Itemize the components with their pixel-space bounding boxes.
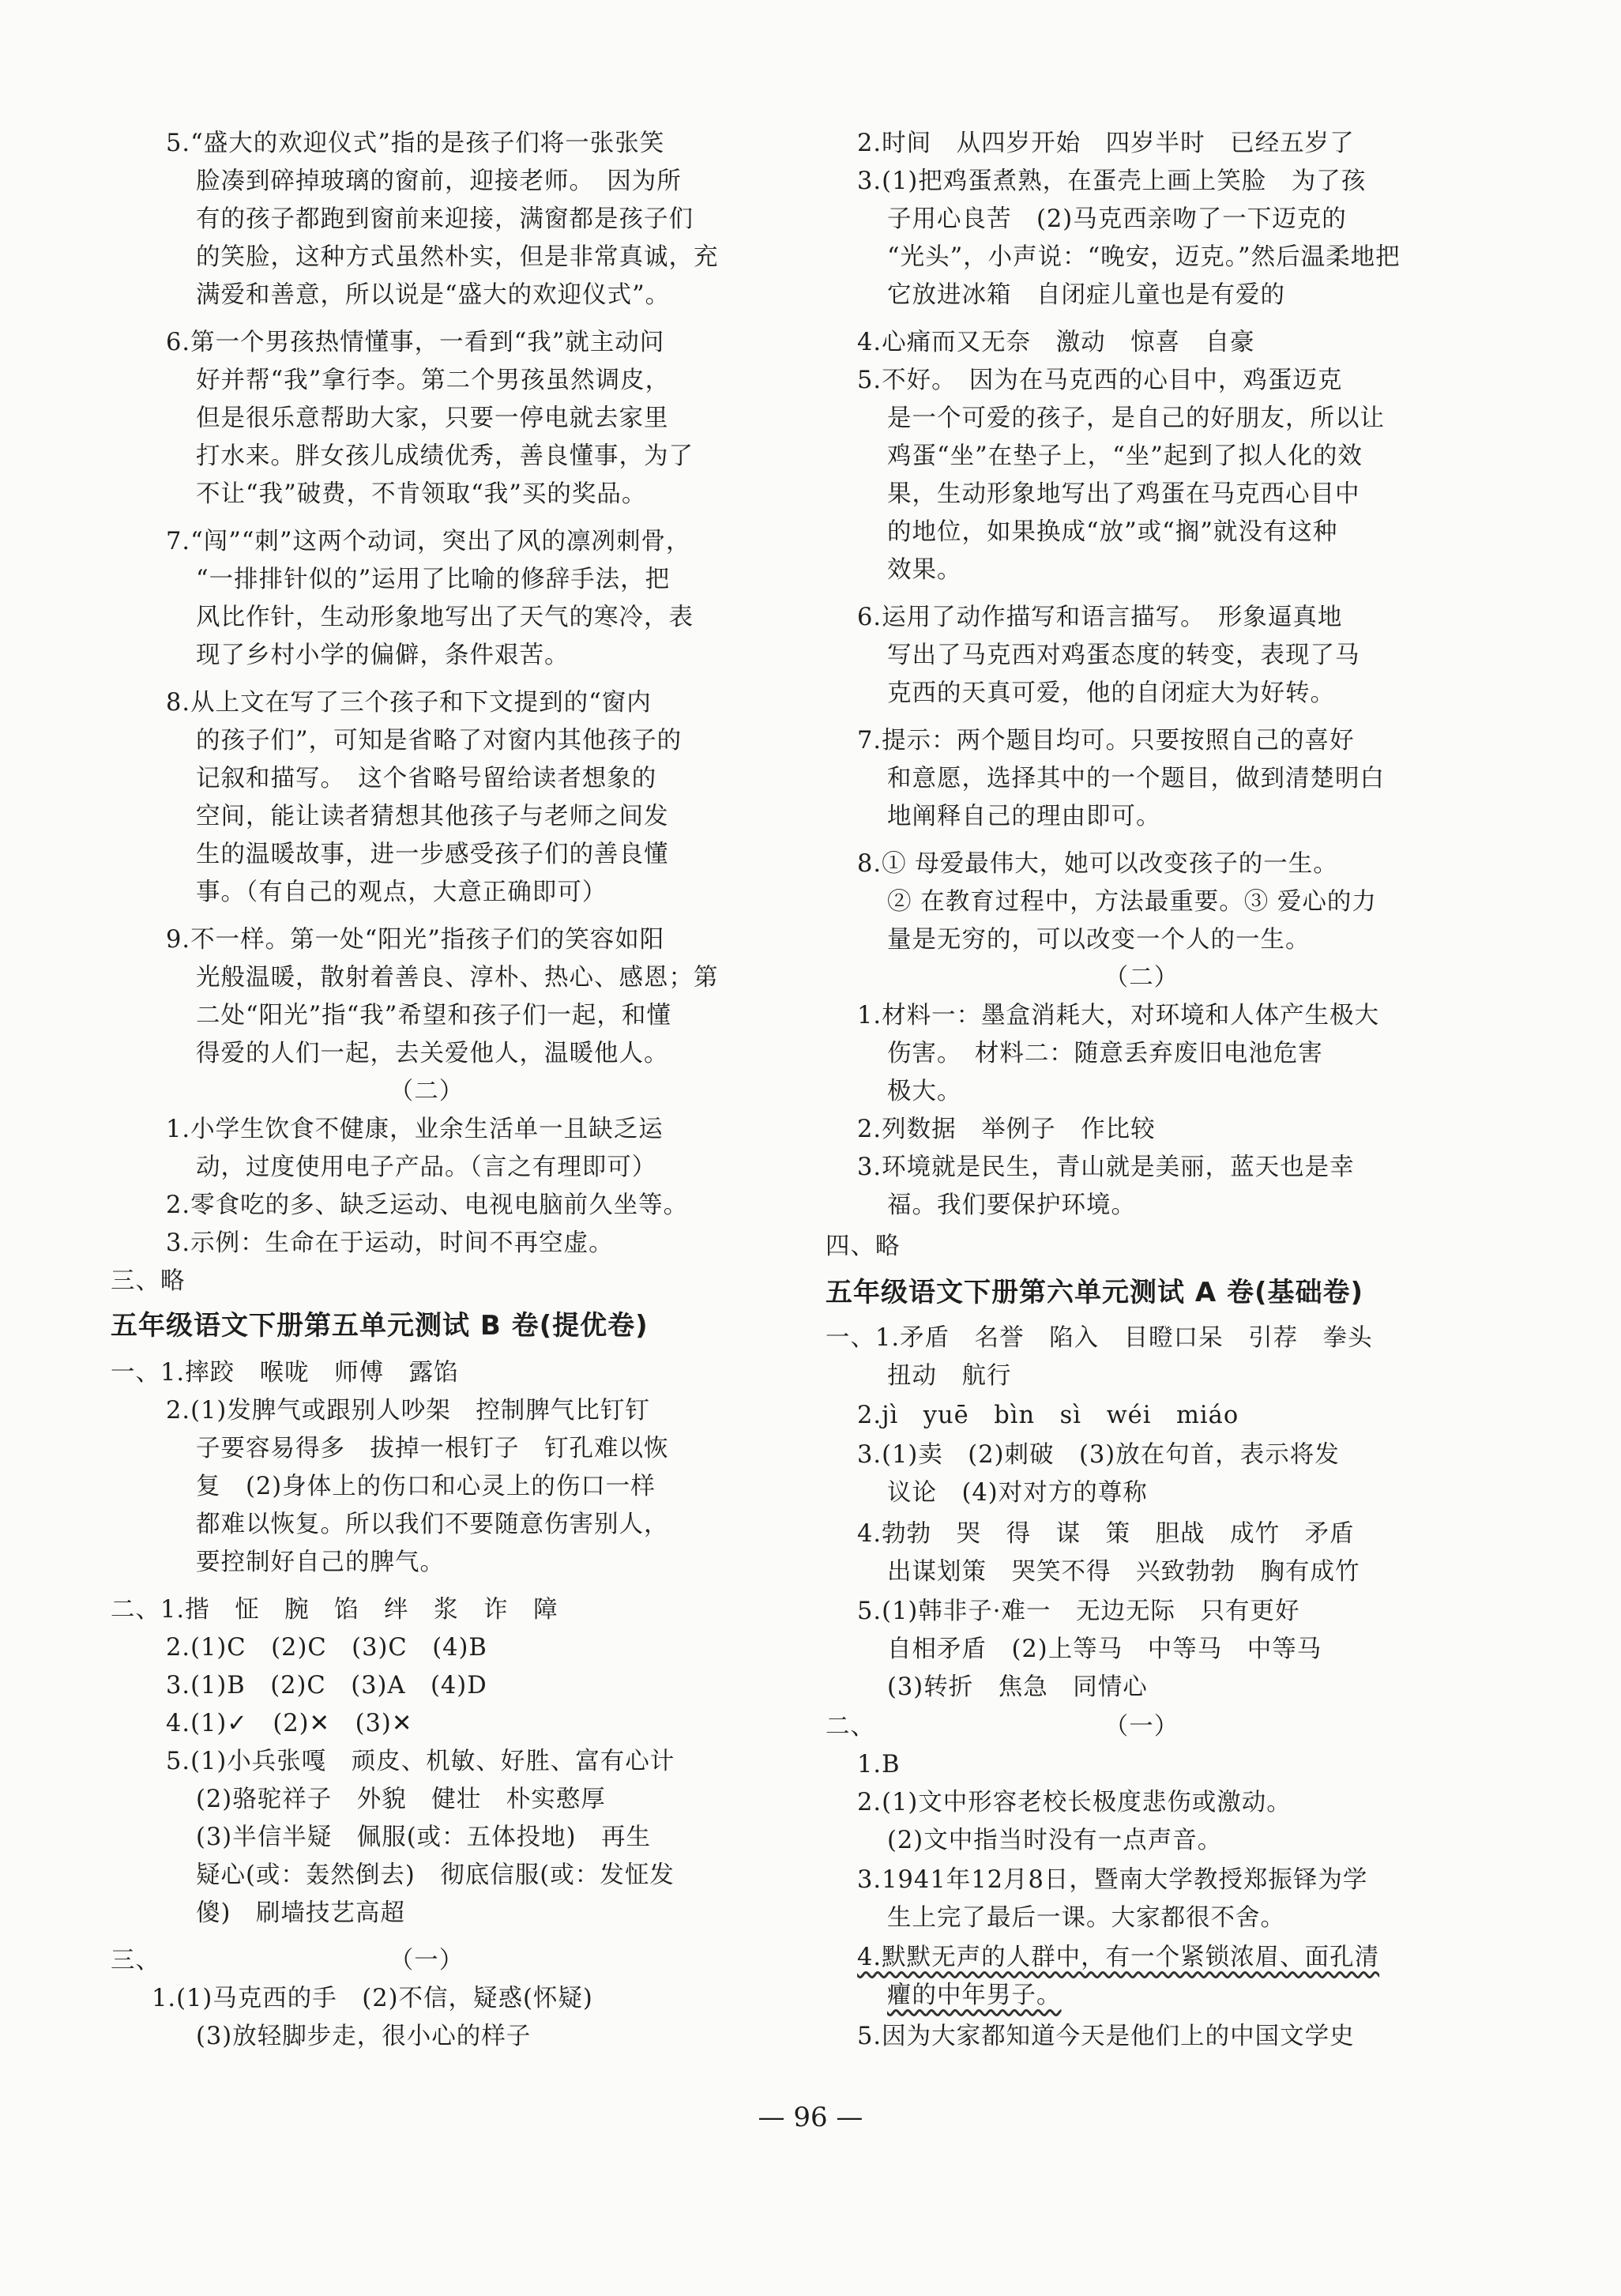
left-line: 事。（有自己的观点，大意正确即可） <box>196 879 607 906</box>
right-line: 的地位，如果换成“放”或“搁”就没有这种 <box>887 518 1338 546</box>
left-line: (2)骆驼祥子 外貌 健壮 朴实憨厚 <box>196 1786 606 1813</box>
left-line: 有的孩子都跑到窗前来迎接，满窗都是孩子们 <box>196 205 694 233</box>
right-line: 是一个可爱的孩子，是自己的好朋友，所以让 <box>887 405 1385 432</box>
section-heading: （一） <box>1104 1713 1179 1741</box>
right-line: 癯的中年男子。 <box>887 1982 1062 2009</box>
right-line: 鸡蛋“坐”在垫子上，“坐”起到了拟人化的效 <box>887 442 1363 470</box>
right-line: 1.材料一：墨盒消耗大，对环境和人体产生极大 <box>857 1002 1380 1029</box>
right-line: 伤害。 材料二：随意丢弃废旧电池危害 <box>887 1040 1323 1067</box>
right-line: 生上完了最后一课。大家都很不舍。 <box>887 1904 1285 1932</box>
left-line: 三、 <box>111 1947 160 1974</box>
right-line: (3)转折 焦急 同情心 <box>887 1673 1148 1701</box>
left-line: 好并帮“我”拿行李。第二个男孩虽然调皮， <box>196 367 671 394</box>
right-line: “光头”，小声说：“晚安，迈克。”然后温柔地把 <box>887 243 1401 271</box>
right-line: 效果。 <box>887 556 962 584</box>
section-heading: （二） <box>1104 964 1179 992</box>
left-line: 动，过度使用电子产品。（言之有理即可） <box>196 1154 657 1181</box>
right-line: 果，生动形象地写出了鸡蛋在马克西心目中 <box>887 480 1360 508</box>
left-line: 9.不一样。第一处“阳光”指孩子们的笑容如阳 <box>166 926 665 954</box>
right-line: 四、略 <box>826 1233 901 1260</box>
left-line: 现了乡村小学的偏僻，条件艰苦。 <box>196 642 570 669</box>
unit-title: 五年级语文下册第五单元测试 B 卷(提优卷) <box>111 1310 649 1342</box>
right-line: 量是无穷的，可以改变一个人的一生。 <box>887 926 1311 954</box>
left-line: 1.小学生饮食不健康，业余生活单一且缺乏运 <box>166 1116 664 1143</box>
left-line: 不让“我”破费，不肯领取“我”买的奖品。 <box>196 480 647 508</box>
left-line: 一、1.摔跤 喉咙 师傅 露馅 <box>111 1359 459 1387</box>
right-line: 4.心痛而又无奈 激动 惊喜 自豪 <box>857 329 1255 356</box>
left-line: 7.“闯”“刺”这两个动词，突出了风的凛冽刺骨， <box>166 528 691 555</box>
right-line: 和意愿，选择其中的一个题目，做到清楚明白 <box>887 765 1385 792</box>
section-heading: （二） <box>389 1078 464 1105</box>
left-line: 1.(1)马克西的手 (2)不信，疑惑(怀疑) <box>152 1985 593 2012</box>
right-line: 5.因为大家都知道今天是他们上的中国文学史 <box>857 2023 1355 2050</box>
right-line: 一、1.矛盾 名誉 陷入 目瞪口呆 引荐 拳头 <box>826 1324 1373 1352</box>
left-line: 5.“盛大的欢迎仪式”指的是孩子们将一张张笑 <box>166 130 665 157</box>
left-line: 三、略 <box>111 1267 186 1295</box>
right-line: 4.默默无声的人群中，有一个紧锁浓眉、面孔清 <box>857 1944 1380 1971</box>
left-line: 二、1.揩 怔 腕 馅 绊 浆 诈 障 <box>111 1596 559 1624</box>
right-line: 3.(1)把鸡蛋煮熟，在蛋壳上画上笑脸 为了孩 <box>857 167 1367 195</box>
right-line: 极大。 <box>887 1078 962 1105</box>
left-line: “一排排针似的”运用了比喻的修辞手法，把 <box>196 566 671 593</box>
right-line: 2.jì yuē bìn sì wéi miáo <box>857 1402 1239 1429</box>
left-line: 风比作针，生动形象地写出了天气的寒冷，表 <box>196 604 694 631</box>
right-line: 3.环境就是民生，青山就是美丽，蓝天也是幸 <box>857 1154 1355 1181</box>
right-line: 地阐释自己的理由即可。 <box>887 803 1161 830</box>
right-line: 它放进冰箱 自闭症儿童也是有爱的 <box>887 281 1285 309</box>
right-line: 2.列数据 举例子 作比较 <box>857 1116 1156 1143</box>
left-line: 2.零食吃的多、缺乏运动、电视电脑前久坐等。 <box>166 1191 689 1219</box>
right-line: 2.时间 从四岁开始 四岁半时 已经五岁了 <box>857 130 1355 157</box>
right-line: 出谋划策 哭笑不得 兴致勃勃 胸有成竹 <box>887 1558 1360 1586</box>
left-line: 但是很乐意帮助大家，只要一停电就去家里 <box>196 405 669 432</box>
right-line: 2.(1)文中形容老校长极度悲伤或激动。 <box>857 1789 1292 1816</box>
right-line: 二、 <box>826 1713 875 1741</box>
left-line: 4.(1)✓ (2)✕ (3)✕ <box>166 1710 413 1737</box>
left-line: 2.(1)C (2)C (3)C (4)B <box>166 1634 487 1662</box>
right-line: 1.B <box>857 1751 901 1778</box>
left-line: 5.(1)小兵张嘎 顽皮、机敏、好胜、富有心计 <box>166 1748 675 1775</box>
left-line: 打水来。胖女孩儿成绩优秀，善良懂事，为了 <box>196 442 694 470</box>
right-line: 自相矛盾 (2)上等马 中等马 中等马 <box>887 1635 1322 1663</box>
left-line: 空间，能让读者猜想其他孩子与老师之间发 <box>196 803 669 830</box>
right-line: 5.不好。 因为在马克西的心目中，鸡蛋迈克 <box>857 367 1343 394</box>
right-line: 6.运用了动作描写和语言描写。 形象逼真地 <box>857 604 1343 631</box>
left-line: 得爱的人们一起，去关爱他人，温暖他人。 <box>196 1040 669 1067</box>
right-line: 扭动 航行 <box>887 1362 1012 1390</box>
section-heading: （一） <box>389 1947 464 1974</box>
left-line: 的笑脸，这种方式虽然朴实，但是非常真诚，充 <box>196 243 719 271</box>
right-line: 7.提示：两个题目均可。只要按照自己的喜好 <box>857 727 1355 755</box>
left-line: 生的温暖故事，进一步感受孩子们的善良懂 <box>196 841 669 868</box>
left-line: 3.(1)B (2)C (3)A (4)D <box>166 1672 487 1699</box>
right-line: 3.1941年12月8日，暨南大学教授郑振铎为学 <box>857 1866 1368 1894</box>
unit-title: 五年级语文下册第六单元测试 A 卷(基础卷) <box>826 1277 1364 1308</box>
left-line: 复 (2)身体上的伤口和心灵上的伤口一样 <box>196 1473 656 1500</box>
right-line: 子用心良苦 (2)马克西亲吻了一下迈克的 <box>887 205 1347 233</box>
left-line: 满爱和善意，所以说是“盛大的欢迎仪式”。 <box>196 281 671 309</box>
left-line: 3.示例：生命在于运动，时间不再空虚。 <box>166 1229 614 1257</box>
left-line: 疑心(或：轰然倒去) 彻底信服(或：发怔发 <box>196 1861 675 1889</box>
right-line: 4.勃勃 哭 得 谋 策 胆战 成竹 矛盾 <box>857 1520 1355 1548</box>
right-line: 3.(1)卖 (2)刺破 (3)放在句首，表示将发 <box>857 1441 1340 1469</box>
right-line: 5.(1)韩非子·难一 无边无际 只有更好 <box>857 1598 1300 1625</box>
right-line: 福。我们要保护环境。 <box>887 1191 1136 1219</box>
left-line: 6.第一个男孩热情懂事，一看到“我”就主动问 <box>166 329 665 356</box>
left-line: 8.从上文在写了三个孩子和下文提到的“窗内 <box>166 689 652 717</box>
right-line: 议论 (4)对对方的尊称 <box>887 1479 1148 1507</box>
left-line: 子要容易得多 拔掉一根钉子 钉孔难以恢 <box>196 1435 669 1462</box>
left-line: 要控制好自己的脾气。 <box>196 1549 445 1576</box>
right-line: (2)文中指当时没有一点声音。 <box>887 1827 1223 1854</box>
left-line: 的孩子们”，可知是省略了对窗内其他孩子的 <box>196 727 683 755</box>
left-line: 都难以恢复。所以我们不要随意伤害别人， <box>196 1511 669 1538</box>
page-number: — 96 — <box>758 2102 863 2133</box>
right-line: 8.① 母爱最伟大，她可以改变孩子的一生。 <box>857 850 1338 878</box>
right-line: ② 在教育过程中，方法最重要。③ 爱心的力 <box>887 888 1377 916</box>
left-line: 脸凑到碎掉玻璃的窗前，迎接老师。 因为所 <box>196 167 682 195</box>
left-line: 记叙和描写。 这个省略号留给读者想象的 <box>196 765 657 792</box>
left-line: 二处“阳光”指“我”希望和孩子们一起，和懂 <box>196 1002 671 1029</box>
right-line: 克西的天真可爱，他的自闭症大为好转。 <box>887 679 1335 707</box>
right-line: 写出了马克西对鸡蛋态度的转变，表现了马 <box>887 642 1360 669</box>
left-line: 光般温暖，散射着善良、淳朴、热心、感恩；第 <box>196 964 719 992</box>
left-line: (3)半信半疑 佩服(或：五体投地) 再生 <box>196 1824 652 1851</box>
left-line: 傻) 刷墙技艺高超 <box>196 1899 405 1927</box>
left-line: (3)放轻脚步走，很小心的样子 <box>196 2023 532 2050</box>
left-line: 2.(1)发脾气或跟别人吵架 控制脾气比钉钉 <box>166 1397 650 1425</box>
